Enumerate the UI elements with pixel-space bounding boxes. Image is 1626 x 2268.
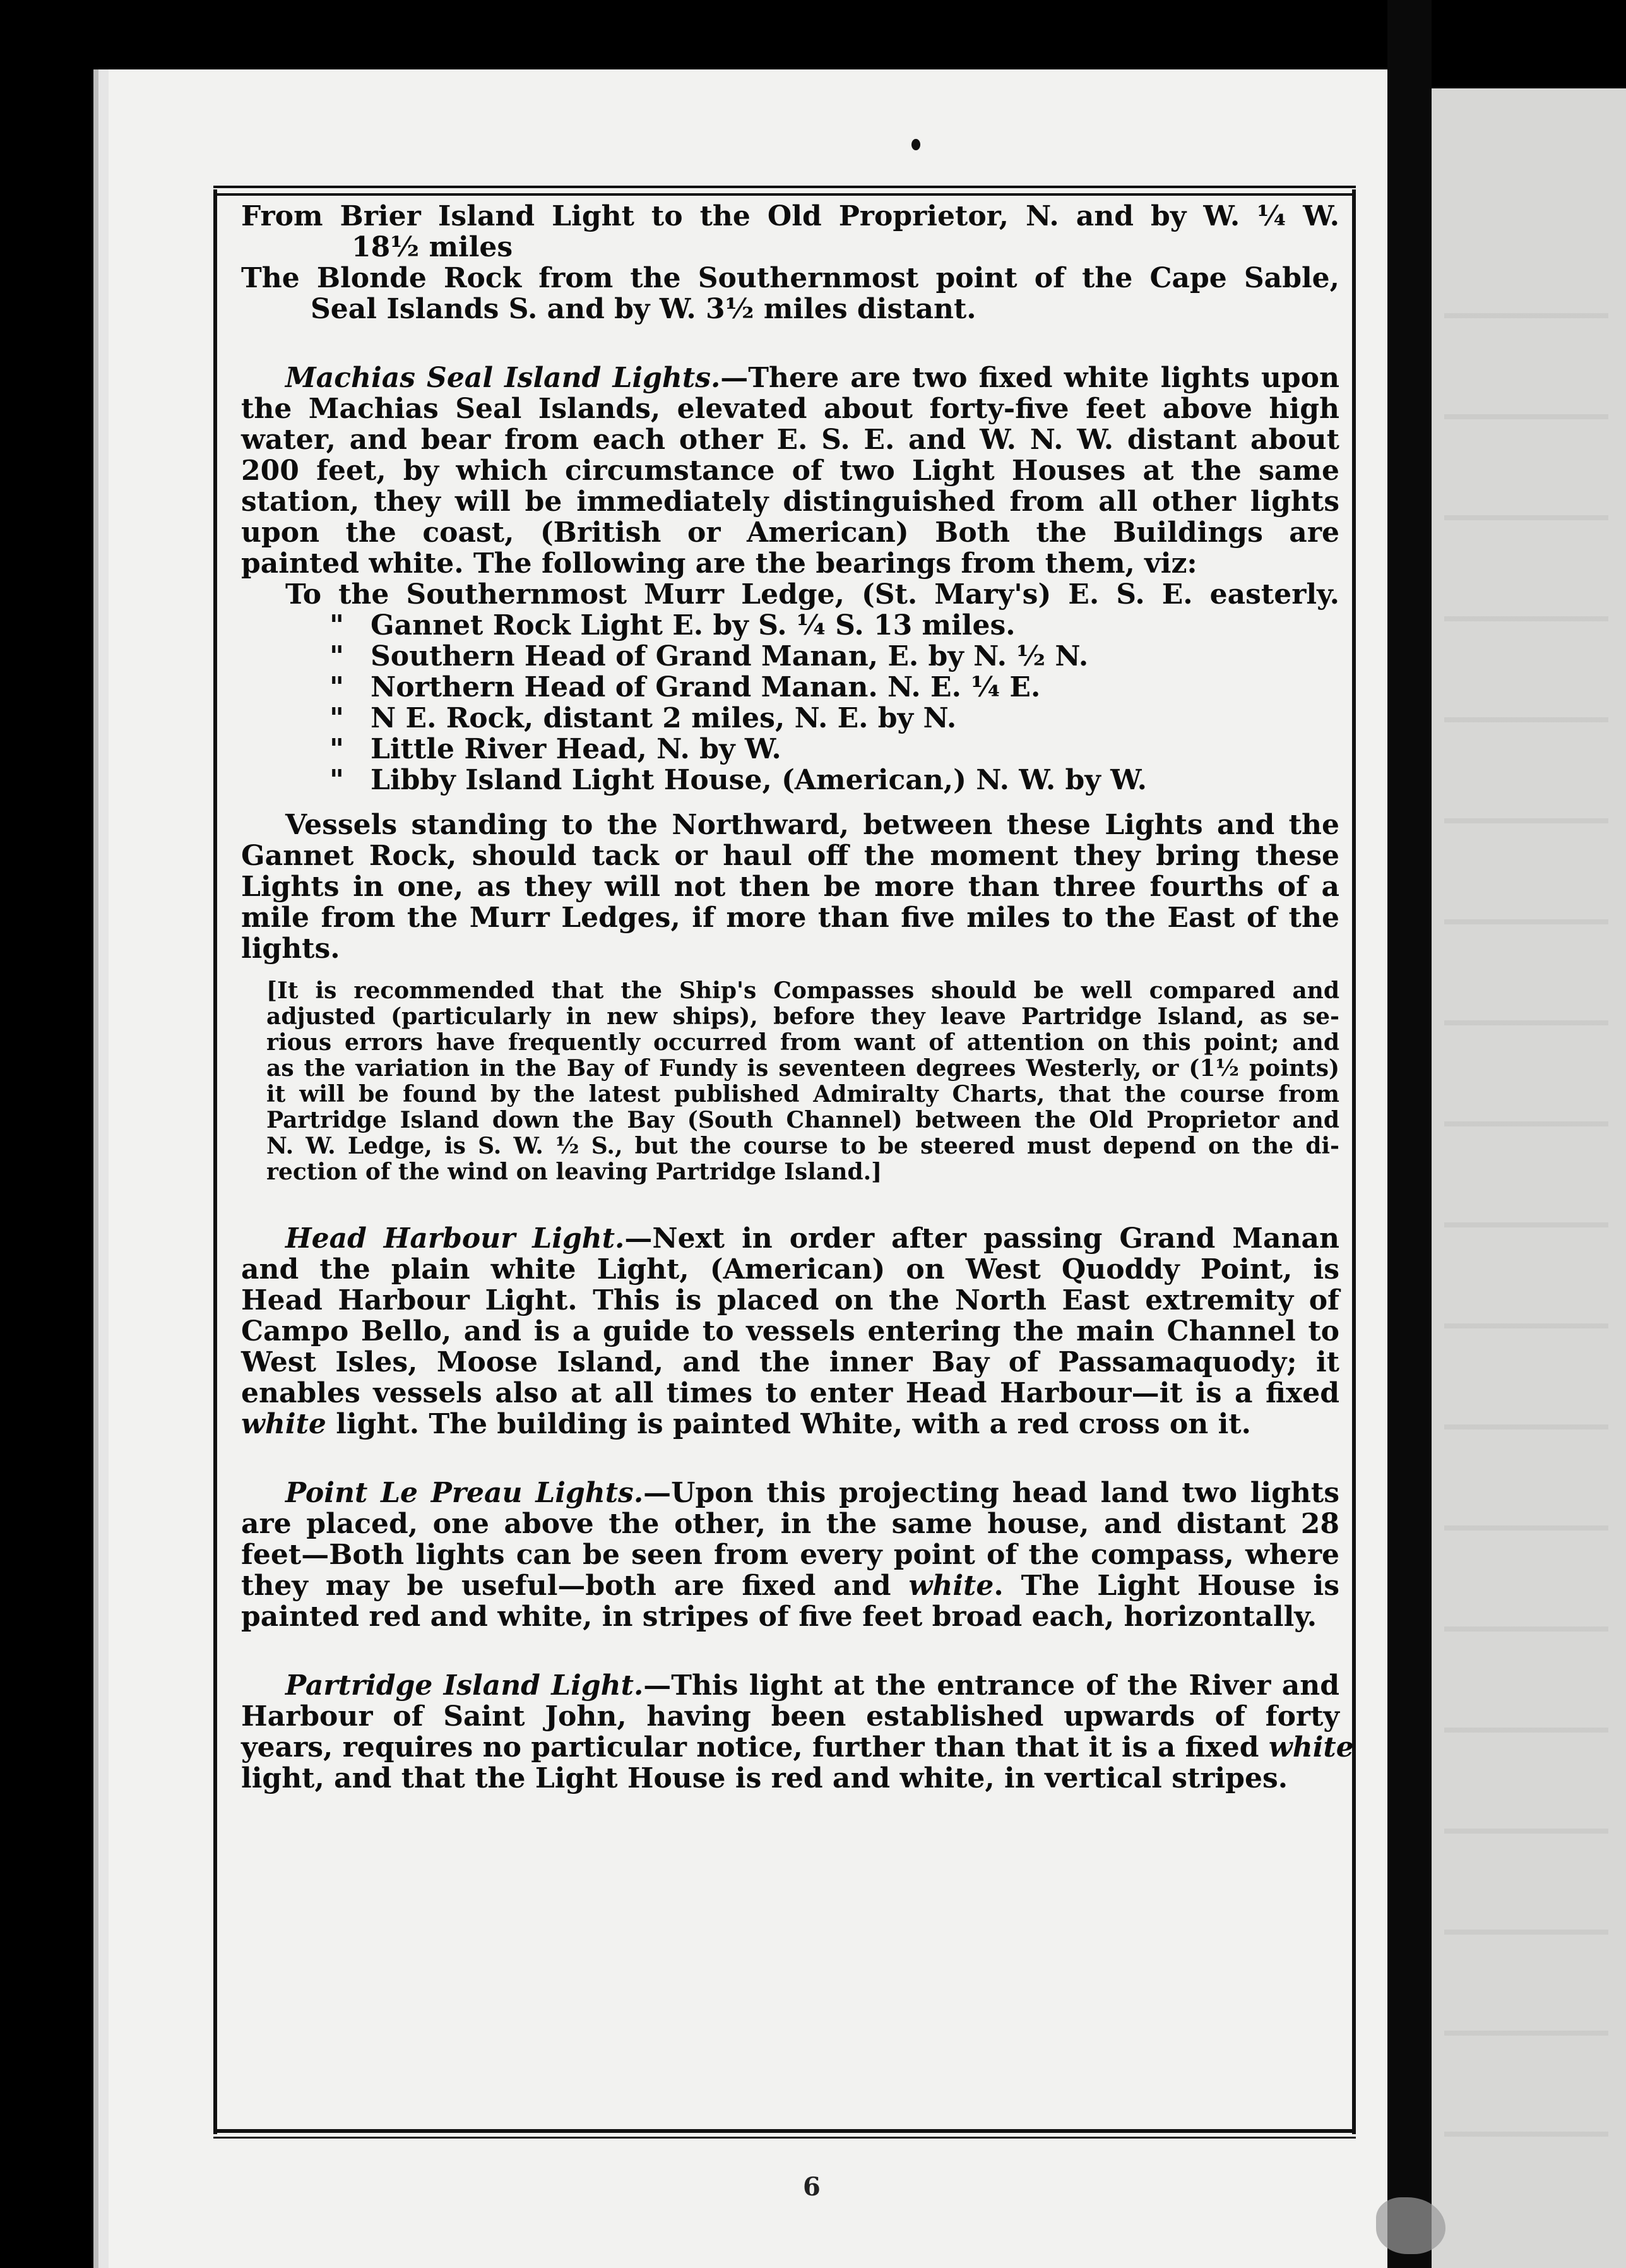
text-line [241,1223,1339,1254]
machias-first-line: —There are two fixed white lights upon [720,362,1339,394]
text-line: West Isles, Moose Island, and the inner Bay of Passamaquody; it [241,1346,1339,1378]
ink-dot [911,139,920,150]
text-line: the Machias Seal Islands, elevated about forty-five feet above high [241,393,1339,425]
note-line: Partridge Island down the Bay (South Channel) between the Old Proprietor and [266,1107,1339,1133]
note-line: it will be found by the latest published Admiralty Charts, that the course from [266,1081,1339,1107]
bearing-text: Northern Head of Grand Manan. N. E. ¼ E. [371,671,1041,703]
partridge-paragraph [241,1669,1354,1794]
text-line: Head Harbour Light. This is placed on the North East extremity of [241,1284,1339,1316]
text-line: enables vessels also at all times to enter Head Harbour—it is a fixed [241,1377,1339,1409]
ditto-mark: " [329,640,344,672]
ditto-mark: " [329,733,344,765]
ditto-mark: " [329,702,344,734]
compass-note [241,978,1339,1185]
text-line: painted white. The following are the bearings from them, viz: [241,547,1197,580]
bearing-item [241,610,1339,641]
bearings-list [241,610,1339,796]
bearing-text: Little River Head, N. by W. [371,733,781,765]
ditto-mark: " [329,671,344,703]
machias-paragraph [241,362,1339,796]
bearing-item [241,765,1339,796]
bearing-item [241,734,1339,765]
emphasis-white: white [241,1408,326,1440]
note-line: N. W. Ledge, is S. W. ½ S., but the course to be steered must depend on the di- [266,1133,1339,1159]
text-line: The Blonde Rock from the Southernmost point of the Cape Sable, [241,262,1339,294]
machias-heading: Machias Seal Island Lights. [285,362,721,394]
head-harbour-paragraph [241,1223,1339,1440]
lepreau-line4-end: . The Light House is [994,1570,1339,1602]
head-harbour-first-line: —Next in order after passing Grand Manan [624,1222,1340,1255]
text-line: water, and bear from each other E. S. E. and W. N. W. distant about [241,424,1339,456]
partridge-first-line: —This light at the entrance of the River and [643,1669,1339,1702]
bearing-text: Southern Head of Grand Manan, E. by N. ½ N. [371,640,1089,672]
partridge-heading: Partridge Island Light. [285,1669,644,1702]
head-harbour-heading: Head Harbour Light. [285,1222,625,1255]
book-binding [1387,0,1432,2268]
bearing-item [241,641,1339,672]
bearing-text: Libby Island Light House, (American,) N. W. by W. [371,764,1148,796]
text-line [241,362,1339,393]
head-harbour-last: light. The building is painted White, with a red cross on it. [326,1408,1251,1440]
bearing-text: Gannet Rock Light E. by S. ¼ S. 13 miles. [371,609,1016,642]
text-line: Lights in one, as they will not then be more than three fourths of a [241,871,1339,903]
note-line: [It is recommended that the Ship's Compasses should be well compared and [266,977,1339,1004]
brier-island-paragraph [241,201,1339,263]
text-line: light, and that the Light House is red and white, in vertical stripes. [241,1762,1288,1794]
text-line: 200 feet, by which circumstance of two Light Houses at the same [241,455,1339,487]
emphasis-white: white [1268,1731,1354,1764]
lepreau-line4-start: they may be useful—both are fixed and [241,1570,909,1602]
note-line: adjusted (particularly in new ships), before they leave Partridge Island, as se- [266,1003,1339,1030]
point-lepreau-first-line: —Upon this projecting head land two lights [643,1477,1339,1509]
bearing-intro: To the Southernmost Murr Ledge, (St. Mary's) E. S. E. easterly. [285,578,1339,611]
ditto-mark: " [329,764,344,796]
facing-page [1432,88,1626,2268]
note-line: rection of the wind on leaving Partridge Island.] [266,1159,882,1185]
bearing-item [241,672,1339,703]
point-lepreau-heading: Point Le Preau Lights. [285,1477,644,1509]
text-line: 18½ miles [352,231,513,263]
note-line: as the variation in the Bay of Fundy is seventeen degrees Westerly, or (1½ points) [266,1055,1339,1082]
text-line [241,1570,1339,1601]
text-line: Campo Bello, and is a guide to vessels entering the main Channel to [241,1315,1339,1347]
text-line: Vessels standing to the Northward, between these Lights and the [285,809,1339,841]
partridge-line3-start: years, requires no particular notice, further than that it is a fixed [241,1731,1269,1764]
bearing-item [241,703,1339,734]
facing-page-ghost-text [1444,253,1608,2147]
text-line: painted red and white, in stripes of five feet broad each, horizontally. [241,1601,1317,1633]
text-line: station, they will be immediately distinguished from all other lights [241,486,1339,518]
frame-bottom-inner-rule [213,2137,1356,2139]
blonde-rock-paragraph [241,263,1339,325]
text-line [241,1731,1354,1764]
text-line: upon the coast, (British or American) Both the Buildings are [241,516,1339,549]
text-line [241,1670,1339,1701]
text-line: Gannet Rock, should tack or haul off the moment they bring these [241,840,1339,872]
text-line: Harbour of Saint John, having been established upwards of forty [241,1700,1339,1733]
ditto-mark: " [329,609,344,642]
text-line: lights. [241,933,340,965]
text-line: mile from the Murr Ledges, if more than five miles to the East of the [241,902,1339,934]
page-number: 6 [803,2172,821,2202]
bearing-text: N E. Rock, distant 2 miles, N. E. by N. [371,702,957,734]
text-line: are placed, one above the other, in the same house, and distant 28 [241,1508,1339,1540]
text-line: From Brier Island Light to the Old Proprietor, N. and by W. ¼ W. [241,200,1339,232]
emphasis-white: white [908,1570,994,1602]
text-line: feet—Both lights can be seen from every point of the compass, where [241,1539,1339,1571]
text-line [241,1409,1339,1440]
point-lepreau-paragraph [241,1477,1339,1632]
page-content [241,200,1354,1794]
text-line: Seal Islands S. and by W. 3½ miles distant. [311,293,976,325]
frame-bottom-rule [213,2129,1356,2133]
note-line: rious errors have frequently occurred from want of attention on this point; and [266,1029,1339,1056]
vessels-paragraph [241,809,1339,964]
text-line: and the plain white Light, (American) on West Quoddy Point, is [241,1253,1339,1286]
text-line [241,1477,1339,1508]
